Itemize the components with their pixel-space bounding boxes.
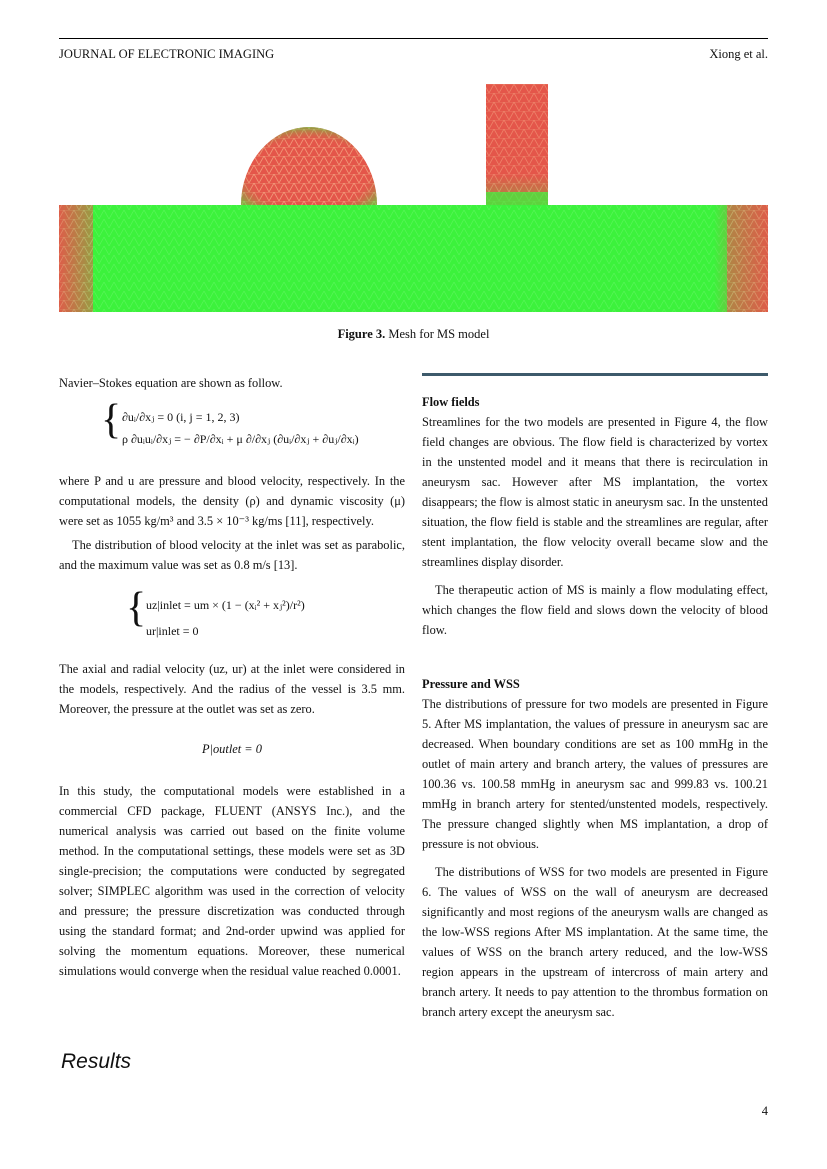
ns-explanation: where P and u are pressure and blood velocity, respectively. In the computational models, the density (ρ) and dynamic viscosity (μ) were set as 1055 kg/m³ and 3.5 × 10⁻³ kg/ms [11], respectively. bbox=[59, 474, 405, 528]
inlet-equation: { uz|inlet = um × (1 − (xᵢ² + xⱼ²)/r²) ur|inlet = 0 bbox=[59, 585, 405, 645]
outlet-equation: P|outlet = 0 bbox=[202, 742, 262, 756]
journal-name: JOURNAL OF ELECTRONIC IMAGING bbox=[59, 47, 275, 61]
flow-fields-para2: The therapeutic action of MS is mainly a flow modulating effect, which changes the flow field and slows down the velocity of blood flow. bbox=[422, 583, 768, 637]
pressure-wss-heading: Pressure and WSS bbox=[422, 677, 520, 691]
mesh-figure bbox=[59, 84, 768, 312]
author-names: Xiong et al. bbox=[709, 47, 768, 61]
flow-fields-heading: Flow fields bbox=[422, 395, 480, 409]
wss-para: The distributions of WSS for two models are presented in Figure 6. The values of WSS on the wall of aneurysm are decreased significantly and most regions of the aneurysm walls are changed as the low-WSS regions After MS implantation. At the same time, the values of WSS on the branch artery reduced, and the low-WSS region appears in the upstream of intercross of main artery and branch artery. It needs to pay attention to the thrombus formation on branch artery except the aneurysm sac. bbox=[422, 865, 768, 1019]
eq2-radial: ur|inlet = 0 bbox=[146, 624, 199, 638]
eq1-momentum: ρ ∂uᵢuᵢ/∂xⱼ = − ∂P/∂xᵢ + μ ∂/∂xⱼ (∂uᵢ/∂xⱼ + ∂uⱼ/∂xᵢ) bbox=[122, 432, 359, 446]
main-artery-mesh bbox=[59, 205, 768, 312]
cfd-method-text: In this study, the computational models were established in a commercial CFD package, FLUENT (ANSYS Inc.), and the numerical analysis was carried out based on the finite volume method. In the computational settings, these models were set as 3D single-precision; the computations were conducted by segregated solver; SIMPLEC algorithm was used in the correction of velocity and pressure; the pressure discretization was conducted through using the standard format; and 2nd-order upwind was applied for solving the momentum equations. Moreover, these numerical simulations would converge when the residual value reached 0.0001. bbox=[59, 784, 405, 978]
navier-stokes-equation: { ∂uᵢ/∂xⱼ = 0 (i, j = 1, 2, 3) ρ ∂uᵢuᵢ/∂xⱼ = − ∂P/∂xᵢ + μ ∂/∂xⱼ (∂uᵢ/∂xⱼ + ∂uⱼ/∂xᵢ) bbox=[59, 399, 405, 457]
running-header bbox=[59, 38, 768, 62]
eq2-axial: uz|inlet = um × (1 − (xᵢ² + xⱼ²)/r²) bbox=[146, 598, 305, 612]
caption-text: Mesh for MS model bbox=[388, 327, 490, 341]
eq1-continuity: ∂uᵢ/∂xⱼ = 0 (i, j = 1, 2, 3) bbox=[122, 410, 240, 424]
left-column bbox=[59, 373, 405, 981]
caption-label: Figure 3. bbox=[337, 327, 386, 341]
results-heading: Results bbox=[61, 1050, 132, 1073]
page-number: 4 bbox=[761, 1104, 768, 1118]
pressure-para: The distributions of pressure for two models are presented in Figure 5. After MS implantation, the values of pressure in aneurysm sac are decreased. When boundary conditions are set as 100 mmHg in the outlet of main artery and branch artery, the values of pressures are 100.36 vs. 100.58 mmHg in aneurysm sac and 999.83 vs. 100.21 mmHg in branch artery for stented/unstented models, respectively. The pressure changed slightly when MS implantation, a drop of pressure is not obvious. bbox=[422, 697, 768, 851]
inlet-velocity-text: The distribution of blood velocity at the inlet was set as parabolic, and the maximum value was set as 0.8 m/s [13]. bbox=[59, 538, 405, 572]
mesh-model-image bbox=[59, 84, 768, 312]
branch-artery-mesh bbox=[486, 84, 548, 206]
section-rule bbox=[422, 373, 768, 376]
right-column bbox=[422, 373, 768, 1022]
ns-intro: Navier–Stokes equation are shown as follow. bbox=[59, 376, 283, 390]
figure-caption bbox=[0, 327, 827, 342]
aneurysm-sac-mesh bbox=[241, 127, 377, 205]
radial-velocity-text: The axial and radial velocity (uz, ur) at the inlet were considered in the models, respectively. And the radius of the vessel is 3.5 mm. Moreover, the pressure at the outlet was set as zero. bbox=[59, 662, 405, 716]
flow-fields-para1: Streamlines for the two models are presented in Figure 4, the flow field changes are obvious. The flow field is characterized by vortex in the unstented model and it means that there is recirculation in aneurysm sac. However after MS implantation, the vortex disappears; the flow is almost static in aneurysm sac. In the unstented situation, the flow field is stable and the streamlines are regular, after stent implantation, the flow velocity overall became slow and the streamlines display disorder. bbox=[422, 415, 768, 569]
